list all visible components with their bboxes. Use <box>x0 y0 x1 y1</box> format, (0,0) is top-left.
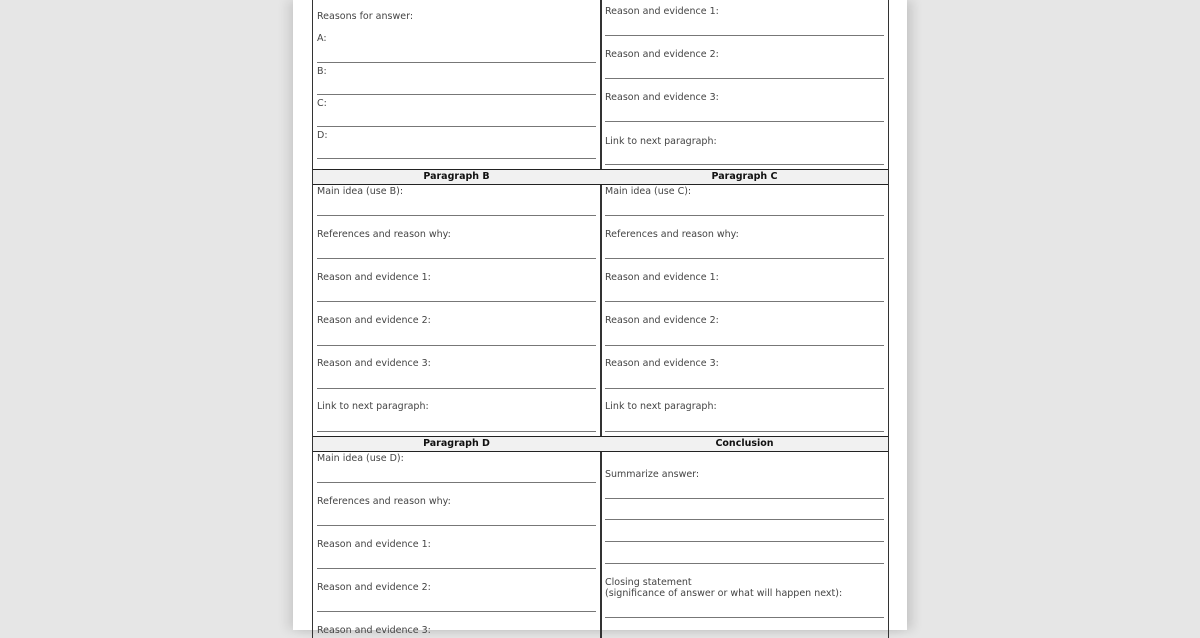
paragraph-b-title: Paragraph B <box>423 171 490 182</box>
field-line[interactable] <box>317 388 596 389</box>
field-label: Reason and evidence 3: <box>605 358 719 369</box>
field-label: Main idea (use D): <box>317 453 404 464</box>
field-label: Reason and evidence 1: <box>605 6 719 17</box>
field-line[interactable] <box>317 215 596 216</box>
worksheet-page <box>293 0 907 636</box>
field-label: Main idea (use C): <box>605 186 692 197</box>
closing-label: Closing statement <box>605 577 692 588</box>
reasons-label: Reasons for answer: <box>317 11 414 22</box>
reason-a-line[interactable] <box>317 62 596 63</box>
field-label: References and reason why: <box>317 229 451 240</box>
summary-line[interactable] <box>605 541 884 542</box>
header-row-d-conclusion <box>313 436 888 452</box>
field-label: Link to next paragraph: <box>605 401 717 412</box>
field-label: Reason and evidence 1: <box>605 272 719 283</box>
field-line[interactable] <box>605 164 884 165</box>
summary-line[interactable] <box>605 519 884 520</box>
field-label: Main idea (use B): <box>317 186 404 197</box>
reason-c-line[interactable] <box>317 126 596 127</box>
reason-c-label: C: <box>317 98 327 109</box>
field-line[interactable] <box>605 121 884 122</box>
reason-d-label: D: <box>317 130 328 141</box>
summary-line[interactable] <box>605 563 884 564</box>
field-label: Reason and evidence 2: <box>317 582 431 593</box>
paragraph-d-title: Paragraph D <box>423 438 490 449</box>
essay-planner-table <box>312 0 889 638</box>
field-line[interactable] <box>317 345 596 346</box>
field-line[interactable] <box>605 388 884 389</box>
reason-b-label: B: <box>317 66 327 77</box>
field-label: Reason and evidence 3: <box>317 625 431 636</box>
field-line[interactable] <box>605 301 884 302</box>
summary-line[interactable] <box>605 498 884 499</box>
conclusion-title: Conclusion <box>715 438 774 449</box>
reason-d-line[interactable] <box>317 158 596 159</box>
field-line[interactable] <box>605 35 884 36</box>
closing-sublabel: (significance of answer or what will happen next): <box>605 588 843 599</box>
header-row-b-c <box>313 169 888 185</box>
field-label: Reason and evidence 1: <box>317 539 431 550</box>
field-line[interactable] <box>317 431 596 432</box>
reason-a-label: A: <box>317 33 327 44</box>
closing-line[interactable] <box>605 617 884 618</box>
field-label: Reason and evidence 3: <box>605 92 719 103</box>
field-line[interactable] <box>317 611 596 612</box>
field-line[interactable] <box>317 525 596 526</box>
field-line[interactable] <box>317 482 596 483</box>
field-line[interactable] <box>605 258 884 259</box>
field-label: References and reason why: <box>317 496 451 507</box>
field-line[interactable] <box>317 301 596 302</box>
field-label: References and reason why: <box>605 229 739 240</box>
field-line[interactable] <box>605 345 884 346</box>
field-label: Reason and evidence 1: <box>317 272 431 283</box>
field-line[interactable] <box>605 78 884 79</box>
summarize-label: Summarize answer: <box>605 469 700 480</box>
field-line[interactable] <box>317 258 596 259</box>
field-label: Link to next paragraph: <box>317 401 429 412</box>
field-label: Reason and evidence 3: <box>317 358 431 369</box>
field-line[interactable] <box>605 431 884 432</box>
field-label: Reason and evidence 2: <box>605 49 719 60</box>
field-label: Link to next paragraph: <box>605 136 717 147</box>
reason-b-line[interactable] <box>317 94 596 95</box>
field-line[interactable] <box>317 568 596 569</box>
field-label: Reason and evidence 2: <box>605 315 719 326</box>
column-divider <box>600 0 602 638</box>
field-line[interactable] <box>605 215 884 216</box>
field-label: Reason and evidence 2: <box>317 315 431 326</box>
paragraph-c-title: Paragraph C <box>711 171 778 182</box>
